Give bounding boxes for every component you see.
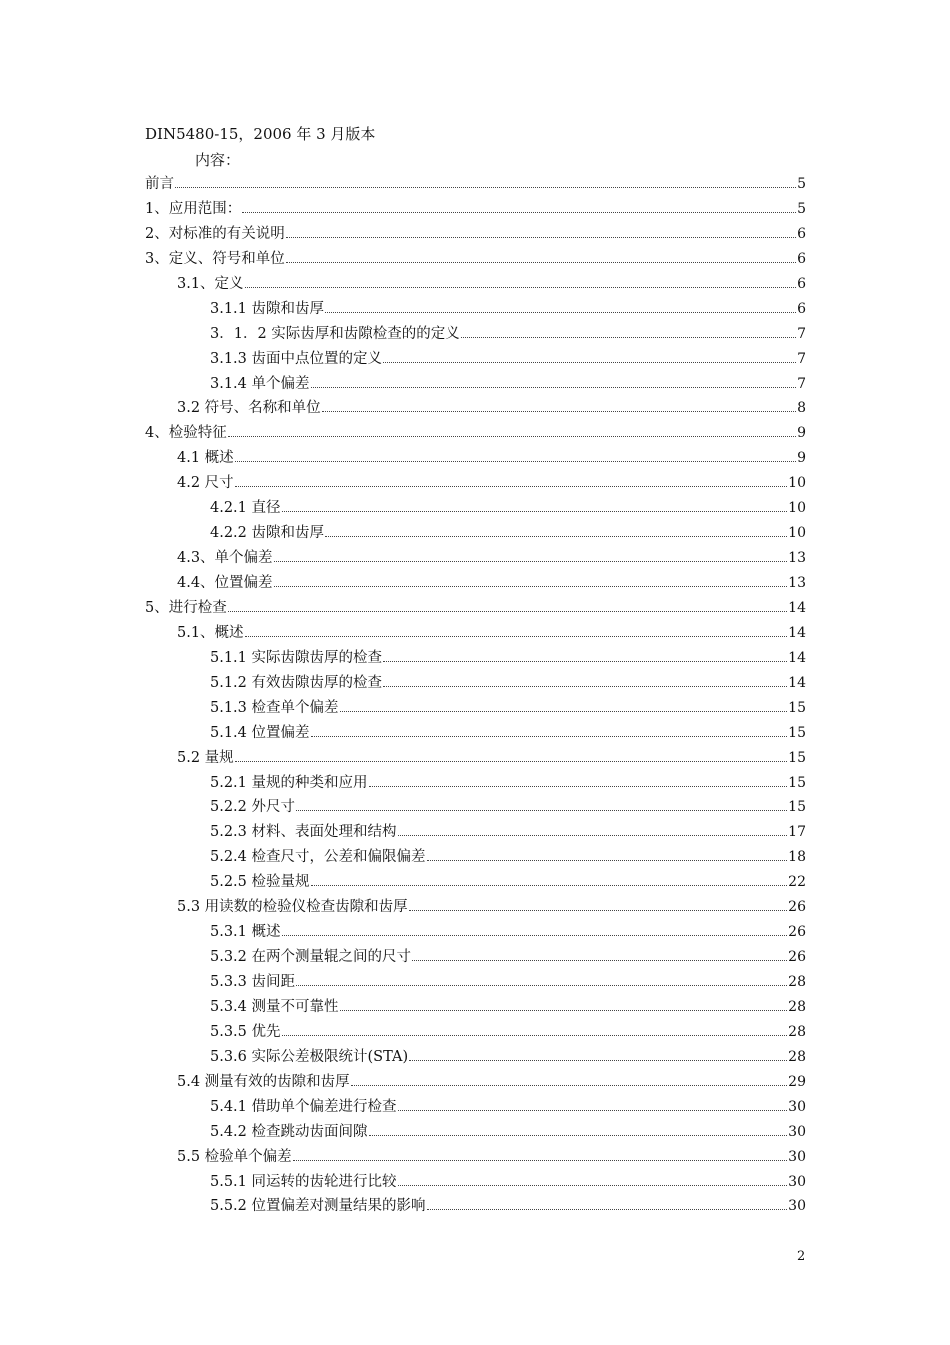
toc-entry-page: 6 [797,250,806,267]
toc-dot-leader [398,835,788,836]
toc-dot-leader [282,935,788,936]
toc-entry-page: 5 [797,176,806,192]
toc-entry[interactable] [145,223,806,248]
toc-dot-leader [325,536,787,537]
toc-entry[interactable] [145,672,806,697]
toc-entry-label: 4.1 概述 [177,450,234,467]
toc-dot-leader [282,1035,788,1036]
toc-entry-page: 9 [797,450,806,467]
toc-entry-page: 13 [788,550,806,567]
toc-entry-label: 5.2.4 检查尺寸，公差和偏限偏差 [210,849,426,866]
toc-dot-leader [340,1010,788,1011]
toc-entry[interactable] [145,1146,806,1171]
toc-entry[interactable] [145,871,806,896]
toc-dot-leader [383,362,796,363]
toc-entry-page: 6 [797,225,806,242]
toc-entry-page: 26 [788,899,806,916]
toc-entry-page: 13 [788,575,806,591]
toc-entry-label: 5.4.1 借助单个偏差进行检查 [210,1098,397,1115]
toc-entry-label: 5.3 用读数的检验仪检查齿隙和齿厚 [177,899,408,916]
toc-entry[interactable] [145,697,806,722]
toc-entry-label: 3、定义、符号和单位 [145,250,285,267]
toc-entry[interactable] [145,422,806,447]
toc-entry-page: 28 [788,1048,806,1065]
toc-dot-leader [369,1135,788,1136]
toc-entry-page: 5 [797,200,806,217]
toc-dot-leader [286,237,796,238]
toc-entry[interactable] [145,747,806,772]
toc-entry-label: 4.2.1 直径 [210,500,281,517]
toc-entry[interactable] [145,1021,806,1046]
toc-entry-page: 10 [788,475,806,492]
toc-dot-leader [311,885,788,886]
toc-entry[interactable] [145,996,806,1021]
toc-entry-page: 15 [788,724,806,741]
toc-entry-page: 30 [788,1198,806,1215]
toc-entry-label: 5.5 检验单个偏差 [177,1148,292,1165]
toc-entry-label: 5.3.3 齿间距 [210,974,296,990]
toc-entry-label: 5.5.1 同运转的齿轮进行比较 [210,1173,397,1190]
toc-entry-label: 5.1.3 检查单个偏差 [210,699,339,716]
toc-entry-label: 5.2.1 量规的种类和应用 [210,774,368,791]
toc-entry[interactable] [145,846,806,871]
toc-entry-label: 3.1、定义 [177,275,244,292]
toc-entry-page: 28 [788,974,806,990]
toc-dot-leader [228,436,796,437]
toc-entry-page: 7 [797,325,806,342]
toc-entry-page: 30 [788,1123,806,1140]
toc-entry-label: 5.3.1 概述 [210,924,281,941]
toc-heading: 内容： [195,151,241,169]
toc-dot-leader [427,1209,788,1210]
toc-entry[interactable] [145,971,806,996]
toc-entry-label: 4.2.2 齿隙和齿厚 [210,525,325,542]
toc-entry[interactable] [145,348,806,373]
toc-entry-label: 5.3.2 在两个测量辊之间的尺寸 [210,949,412,966]
toc-entry-label: 5.1.4 位置偏差 [210,724,310,741]
toc-entry-label: 1、应用范围： [145,200,242,217]
toc-entry-page: 15 [788,749,806,766]
toc-dot-leader [235,486,788,487]
toc-entry[interactable] [145,547,806,572]
toc-entry[interactable] [145,273,806,298]
toc-dot-leader [351,1085,788,1086]
toc-entry-page: 7 [797,375,806,392]
toc-entry-page: 14 [788,674,806,691]
table-of-contents [145,173,806,1220]
toc-dot-leader [322,411,796,412]
toc-dot-leader [296,810,787,811]
toc-entry-page: 30 [788,1098,806,1115]
toc-entry-page: 15 [788,699,806,716]
toc-dot-leader [282,511,788,512]
toc-entry-page: 14 [788,599,806,616]
toc-dot-leader [409,910,788,911]
toc-entry-label: 5.3.5 优先 [210,1023,281,1040]
toc-entry-label: 5.2.3 材料、表面处理和结构 [210,824,397,841]
toc-entry-label: 3.2 符号、名称和单位 [177,400,321,417]
toc-entry-label: 5.4.2 检查跳动齿面间隙 [210,1123,368,1140]
toc-entry-page: 14 [788,624,806,641]
toc-dot-leader [325,312,796,313]
toc-entry-page: 15 [788,774,806,791]
toc-dot-leader [228,611,787,612]
toc-dot-leader [383,686,787,687]
toc-entry-page: 28 [788,998,806,1015]
toc-entry-label: 4.4、位置偏差 [177,575,273,591]
toc-entry[interactable] [145,497,806,522]
toc-entry-label: 4.3、单个偏差 [177,550,273,567]
toc-dot-leader [242,212,796,213]
toc-dot-leader [412,960,787,961]
toc-entry-page: 6 [797,275,806,292]
toc-dot-leader [293,1160,788,1161]
toc-dot-leader [427,860,788,861]
toc-entry[interactable] [145,1171,806,1196]
toc-entry-page: 28 [788,1023,806,1040]
toc-dot-leader [409,1060,787,1061]
toc-entry-page: 17 [788,824,806,841]
toc-entry-label: 2、对标准的有关说明 [145,225,285,242]
toc-entry-label: 3．1．2 实际齿厚和齿隙检查的的定义 [210,325,460,342]
toc-entry[interactable] [145,472,806,497]
toc-entry-page: 10 [788,525,806,542]
toc-dot-leader [274,586,788,587]
toc-entry[interactable] [145,373,806,398]
toc-entry-label: 5.2.2 外尺寸 [210,799,296,816]
toc-dot-leader [245,287,797,288]
toc-entry[interactable] [145,946,806,971]
toc-entry-label: 3.1.1 齿隙和齿厚 [210,300,325,317]
toc-entry-label: 5.2.5 检验量规 [210,874,310,891]
toc-dot-leader [175,187,796,188]
toc-entry-label: 3.1.4 单个偏差 [210,375,310,392]
toc-entry[interactable] [145,1071,806,1096]
toc-entry[interactable] [145,772,806,797]
toc-entry[interactable] [145,597,806,622]
toc-dot-leader [369,786,788,787]
toc-dot-leader [235,461,796,462]
toc-entry-label: 前言 [145,176,174,192]
toc-entry[interactable] [145,198,806,223]
toc-dot-leader [296,985,787,986]
toc-entry-page: 18 [788,849,806,866]
toc-dot-leader [286,262,796,263]
toc-dot-leader [235,761,788,762]
toc-entry-label: 5.1.1 实际齿隙齿厚的检查 [210,649,383,666]
toc-entry-label: 4.2 尺寸 [177,475,234,492]
toc-entry[interactable] [145,323,806,348]
toc-entry-page: 29 [788,1073,806,1090]
toc-entry-page: 14 [788,649,806,666]
toc-entry[interactable] [145,1096,806,1121]
toc-entry-label: 5.4 测量有效的齿隙和齿厚 [177,1073,350,1090]
toc-entry-label: 5.5.2 位置偏差对测量结果的影响 [210,1198,426,1215]
toc-entry-page: 7 [797,350,806,367]
toc-entry-page: 26 [788,924,806,941]
toc-dot-leader [340,711,788,712]
toc-entry[interactable] [145,722,806,747]
toc-entry-label: 5.3.6 实际公差极限统计(STA) [210,1048,409,1065]
toc-entry-page: 6 [797,300,806,317]
toc-entry-label: 5.1、概述 [177,624,244,641]
toc-entry-label: 5.3.4 测量不可靠性 [210,998,339,1015]
toc-entry-label: 5.1.2 有效齿隙齿厚的检查 [210,674,383,691]
toc-entry[interactable] [145,1046,806,1071]
toc-entry[interactable] [145,522,806,547]
toc-dot-leader [461,337,796,338]
toc-entry-page: 9 [797,425,806,442]
toc-entry-label: 5、进行检查 [145,599,227,616]
toc-entry[interactable] [145,447,806,472]
toc-dot-leader [398,1110,788,1111]
toc-entry[interactable] [145,173,806,198]
toc-entry-page: 30 [788,1173,806,1190]
toc-entry[interactable] [145,896,806,921]
toc-entry-page: 22 [788,874,806,891]
toc-entry[interactable] [145,821,806,846]
toc-entry-page: 26 [788,949,806,966]
toc-dot-leader [245,636,788,637]
toc-entry-page: 8 [797,400,806,417]
toc-entry[interactable] [145,1121,806,1146]
toc-dot-leader [398,1185,788,1186]
toc-entry[interactable] [145,796,806,821]
toc-entry-label: 4、检验特征 [145,425,227,442]
toc-entry[interactable] [145,248,806,273]
toc-dot-leader [274,561,788,562]
toc-entry-page: 10 [788,500,806,517]
toc-entry-page: 15 [788,799,806,816]
toc-entry[interactable] [145,647,806,672]
toc-dot-leader [383,661,787,662]
toc-entry[interactable] [145,298,806,323]
page-number: 2 [797,1249,806,1264]
toc-entry-label: 5.2 量规 [177,749,234,766]
toc-dot-leader [311,736,788,737]
toc-dot-leader [311,387,797,388]
toc-entry-label: 3.1.3 齿面中点位置的定义 [210,350,383,367]
toc-entry-page: 30 [788,1148,806,1165]
toc-entry[interactable] [145,1195,806,1220]
toc-entry[interactable] [145,921,806,946]
document-title: DIN5480-15，2006 年 3 月版本 [145,125,376,143]
toc-entry[interactable] [145,572,806,597]
toc-entry[interactable] [145,622,806,647]
toc-entry[interactable] [145,397,806,422]
